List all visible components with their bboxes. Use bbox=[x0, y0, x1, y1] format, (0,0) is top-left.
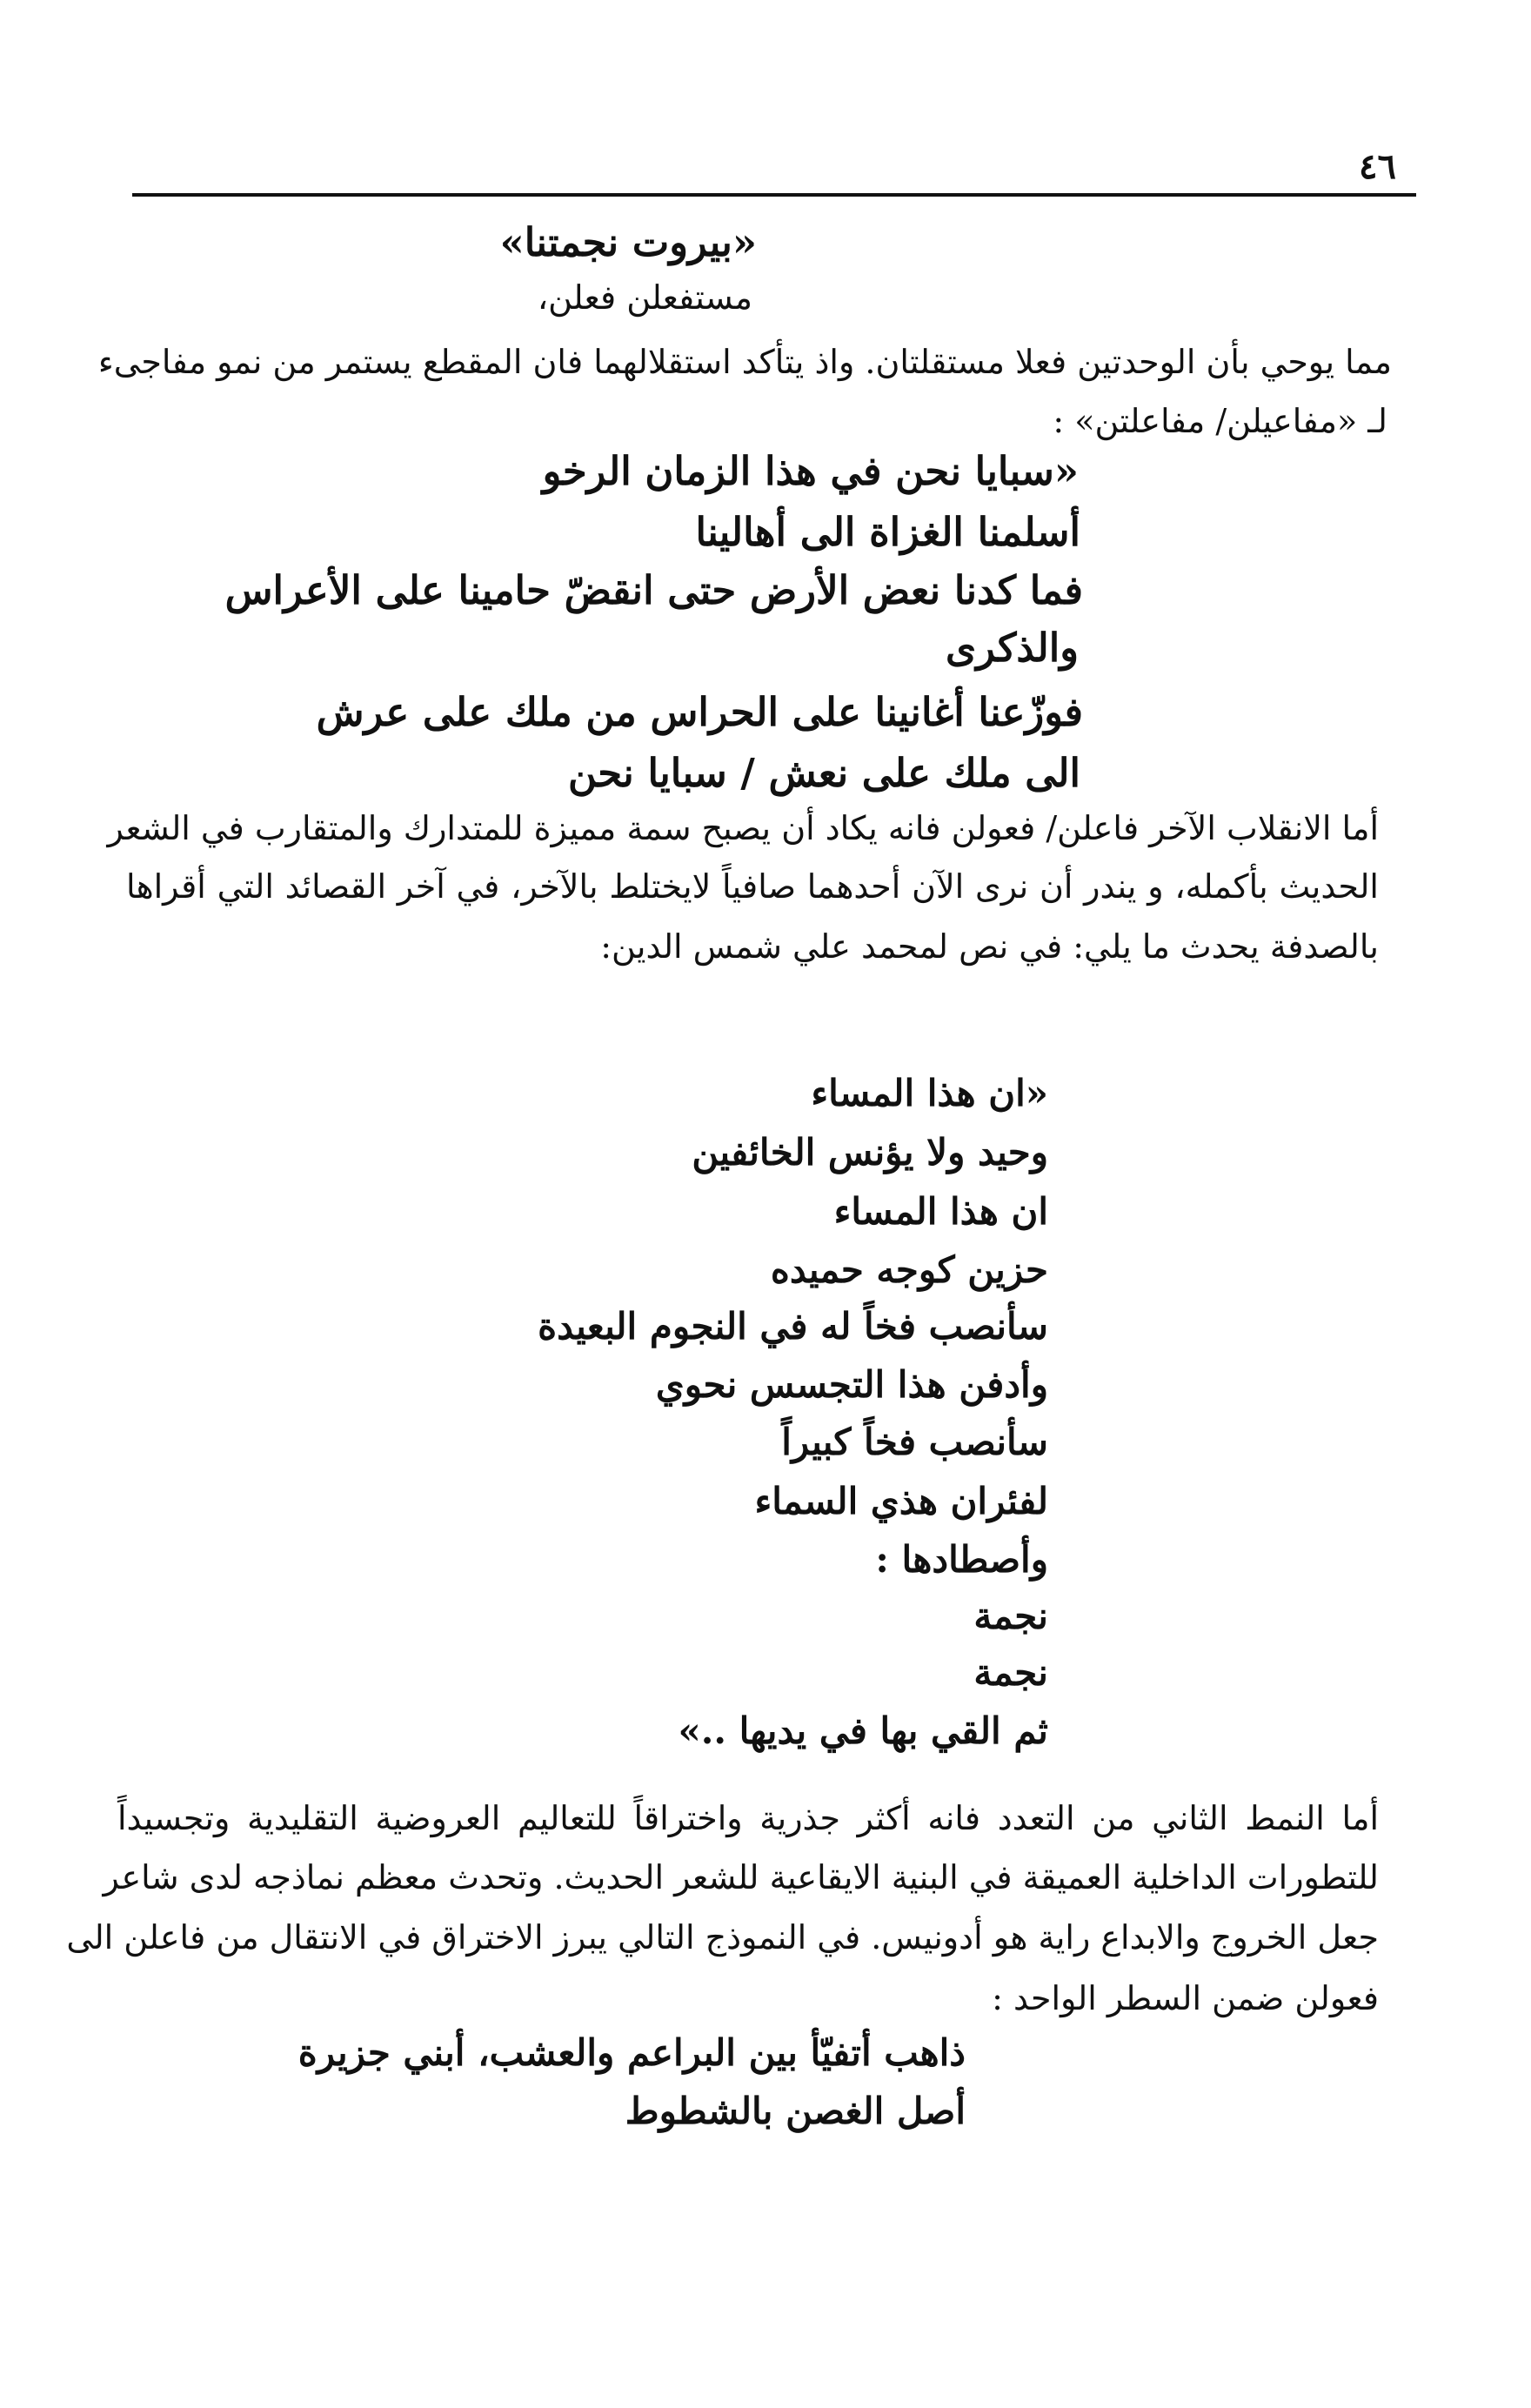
poem1-line-6: الى ملك على نعش / سبايا نحن bbox=[568, 750, 1080, 796]
poem3-line-2: أصل الغصن بالشطوط bbox=[625, 2090, 966, 2132]
poem2-line-7: سأنصب فخاً كبيراً bbox=[781, 1421, 1048, 1463]
para3-line-1: أما النمط الثاني من التعدد فانه أكثر جذرية واختراقاً للتعاليم العروضية التقليدية وتجسيداً bbox=[117, 1799, 1379, 1837]
para3-line-2: للتطورات الداخلية العميقة في البنية الايقاعية للشعر الحديث. وتحدث معظم نماذجه لدى شاعر bbox=[103, 1858, 1379, 1896]
poem-title: «بيروت نجمتنا» bbox=[499, 219, 757, 265]
poem1-line-3: فما كدنا نعض الأرض حتى انقضّ حامينا على الأعراس bbox=[224, 567, 1083, 613]
para3-line-3: جعل الخروج والابداع راية هو أدونيس. في النموذج التالي يبرز الاختراق في الانتقال من فاعلن الى bbox=[66, 1918, 1379, 1956]
poem2-line-11: نجمة bbox=[973, 1651, 1048, 1694]
intro-line-1: مما يوحي بأن الوحدتين فعلا مستقلتان. واذ يتأكد استقلالهما فان المقطع يستمر من نمو مفاجىء bbox=[97, 343, 1392, 381]
page-number: ٤٦ bbox=[1359, 146, 1396, 187]
poem2-line-6: وأدفن هذا التجسس نحوي bbox=[655, 1363, 1048, 1406]
intro-line-2: لـ «مفاعيلن/ مفاعلتن» : bbox=[1053, 402, 1387, 440]
poem1-line-5: فوزّعنا أغانينا على الحراس من ملك على عرش bbox=[316, 689, 1083, 735]
header-rule bbox=[132, 193, 1416, 197]
poem1-line-4: والذكرى bbox=[945, 625, 1079, 671]
poem2-line-9: وأصطادها : bbox=[875, 1538, 1048, 1581]
poem2-line-12: ثم القي بها في يديها ..» bbox=[678, 1709, 1048, 1752]
poem2-line-3: ان هذا المساء bbox=[833, 1190, 1048, 1233]
para2-line-2: الحديث بأكمله، و يندر أن نرى الآن أحدهما صافياً لايختلط بالآخر، في آخر القصائد التي أقراها bbox=[126, 867, 1379, 906]
meter-line: مستفعلن فعلن، bbox=[537, 278, 752, 317]
poem2-line-4: حزين كوجه حميده bbox=[770, 1248, 1048, 1291]
poem2-line-10: نجمة bbox=[973, 1595, 1048, 1637]
poem2-line-8: لفئران هذي السماء bbox=[754, 1480, 1048, 1522]
para3-line-4: فعولن ضمن السطر الواحد : bbox=[992, 1979, 1379, 2017]
para2-line-1: أما الانقلاب الآخر فاعلن/ فعولن فانه يكاد أن يصبح سمة مميزة للمتدارك والمتقارب في الشعر bbox=[107, 809, 1379, 847]
para2-line-3: بالصدفة يحدث ما يلي: في نص لمحمد علي شمس الدين: bbox=[600, 927, 1379, 966]
poem2-line-2: وحيد ولا يؤنس الخائفين bbox=[692, 1131, 1048, 1174]
poem3-line-1: ذاهب أتفيّأ بين البراعم والعشب، أبني جزيرة bbox=[298, 2031, 966, 2074]
poem2-line-5: سأنصب فخاً له في النجوم البعيدة bbox=[538, 1305, 1048, 1348]
poem2-line-1: «ان هذا المساء bbox=[811, 1072, 1048, 1114]
poem1-line-2: أسلمنا الغزاة الى أهالينا bbox=[695, 509, 1080, 555]
poem1-line-1: «سبايا نحن في هذا الزمان الرخو bbox=[542, 448, 1079, 494]
